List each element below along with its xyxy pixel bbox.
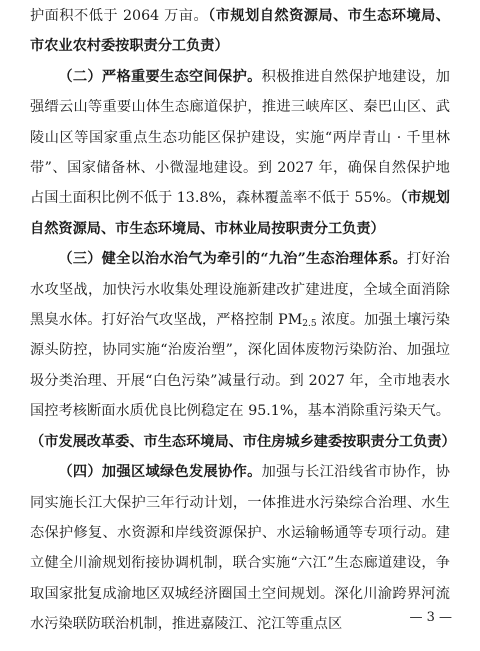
section-heading: （四）加强区域绿色发展协作。: [58, 464, 262, 481]
paragraph-text: 护面积不低于 2064 万亩。: [30, 8, 209, 24]
subscript: 2.5: [302, 319, 317, 330]
paragraph-text: 加强与长江沿线省市协作，协同实施长江大保护三年行动计划，一体推进水污染综合治理、水生态保护修复、水资源和岸线资源保护、水运输畅通等专项行动。建立健全川渝规划衔接协调机制，联合实施“六江”生态廊道建设，争取国家批复成渝地区双城经济圈国土空间规划。深化川渝跨界河流水污染联防联治机制，推进嘉陵江、沱江等重点区: [30, 464, 450, 633]
paragraph-governance-system: [30, 244, 456, 457]
document-body: [30, 1, 456, 640]
responsibility-note: （市规划自然资源局、市生态环境局、市农业农村委按职责分工负责）: [30, 8, 450, 55]
section-heading: （二）严格重要生态空间保护。: [58, 68, 262, 85]
paragraph-text: 打好治水攻坚战，加快污水收集处理设施新建改扩建进度，全域全面消除黑臭水体。打好治气攻坚战，严格控制 PM: [30, 251, 450, 329]
section-heading: （三）健全以治水治气为牵引的“九治”生态治理体系。: [58, 251, 407, 268]
paragraph-regional-cooperation: [30, 457, 450, 639]
responsibility-note: （市规划自然资源局、市生态环境局、市林业局按职责分工负责）: [30, 190, 450, 237]
page-number: — 3 —: [409, 610, 452, 625]
paragraph-ecological-space: [30, 62, 450, 244]
paragraph-continued: [30, 1, 450, 62]
paragraph-text: 浓度。加强土壤污染源头防控，协同实施“治废治塑”，深化固体废物污染防治、加强垃圾分类治理、开展“白色污染”减量行动。到 2027 年，全市地表水国控考核断面水质优良比例稳定在 95.1%，基本消除重污染天气。: [30, 312, 450, 420]
responsibility-note: （市发展改革委、市生态环境局、市住房城乡建委按职责分工负责）: [30, 433, 456, 450]
paragraph-text: 积极推进自然保护地建设，加强缙云山等重要山体生态廊道保护，推进三峡库区、秦巴山区、武陵山区等国家重点生态功能区保护建设，实施“两岸青山 · 千里林带”、国家储备林、小微湿地建设。到 2027 年，确保自然保护地占国土面积比例不低于 13.8%，森林覆盖率不低于 55%。: [30, 68, 450, 207]
